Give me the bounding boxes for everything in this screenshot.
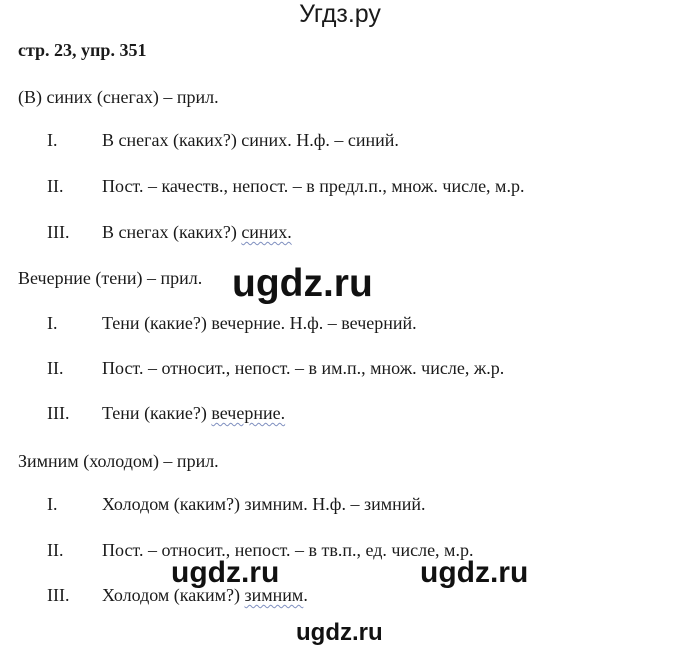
- line-text: Холодом (каким?): [102, 585, 245, 605]
- watermark: ugdz.ru: [171, 556, 280, 589]
- analysis-line: В снегах (каких?) синих. Н.ф. – синий.: [102, 130, 399, 150]
- step-number: I.: [47, 313, 58, 333]
- line-text: Тени (какие?): [102, 403, 212, 423]
- underlined-word: синих.: [241, 222, 292, 242]
- word-analysis-header: Зимним (холодом) – прил.: [18, 451, 219, 471]
- word-analysis-header: Вечерние (тени) – прил.: [18, 268, 203, 288]
- analysis-line: Пост. – относит., непост. – в тв.п., ед. числе, м.р.: [102, 540, 474, 560]
- watermark: ugdz.ru: [420, 556, 529, 589]
- step-number: III.: [47, 403, 70, 423]
- step-number: II.: [47, 358, 64, 378]
- step-number: I.: [47, 494, 58, 514]
- analysis-line: Холодом (каким?) зимним. Н.ф. – зимний.: [102, 494, 426, 514]
- underlined-word: вечерние.: [211, 403, 286, 423]
- analysis-line: [102, 222, 292, 243]
- step-number: II.: [47, 176, 64, 196]
- underlined-word: зимним: [244, 585, 304, 605]
- line-text: .: [303, 585, 308, 605]
- watermark: ugdz.ru: [296, 619, 383, 646]
- step-number: III.: [47, 585, 70, 605]
- step-number: III.: [47, 222, 70, 242]
- analysis-line: Пост. – качеств., непост. – в предл.п., множ. числе, м.р.: [102, 176, 525, 196]
- site-title: Угдз.ру: [299, 0, 381, 28]
- line-text: В снегах (каких?): [102, 222, 242, 242]
- step-number: II.: [47, 540, 64, 560]
- analysis-line: [102, 403, 285, 424]
- exercise-heading: стр. 23, упр. 351: [18, 40, 147, 60]
- word-analysis-header: (В) синих (снегах) – прил.: [18, 87, 219, 107]
- step-number: I.: [47, 130, 58, 150]
- analysis-line: Тени (какие?) вечерние. Н.ф. – вечерний.: [102, 313, 417, 333]
- analysis-line: Пост. – относит., непост. – в им.п., множ. числе, ж.р.: [102, 358, 505, 378]
- watermark: ugdz.ru: [232, 262, 373, 305]
